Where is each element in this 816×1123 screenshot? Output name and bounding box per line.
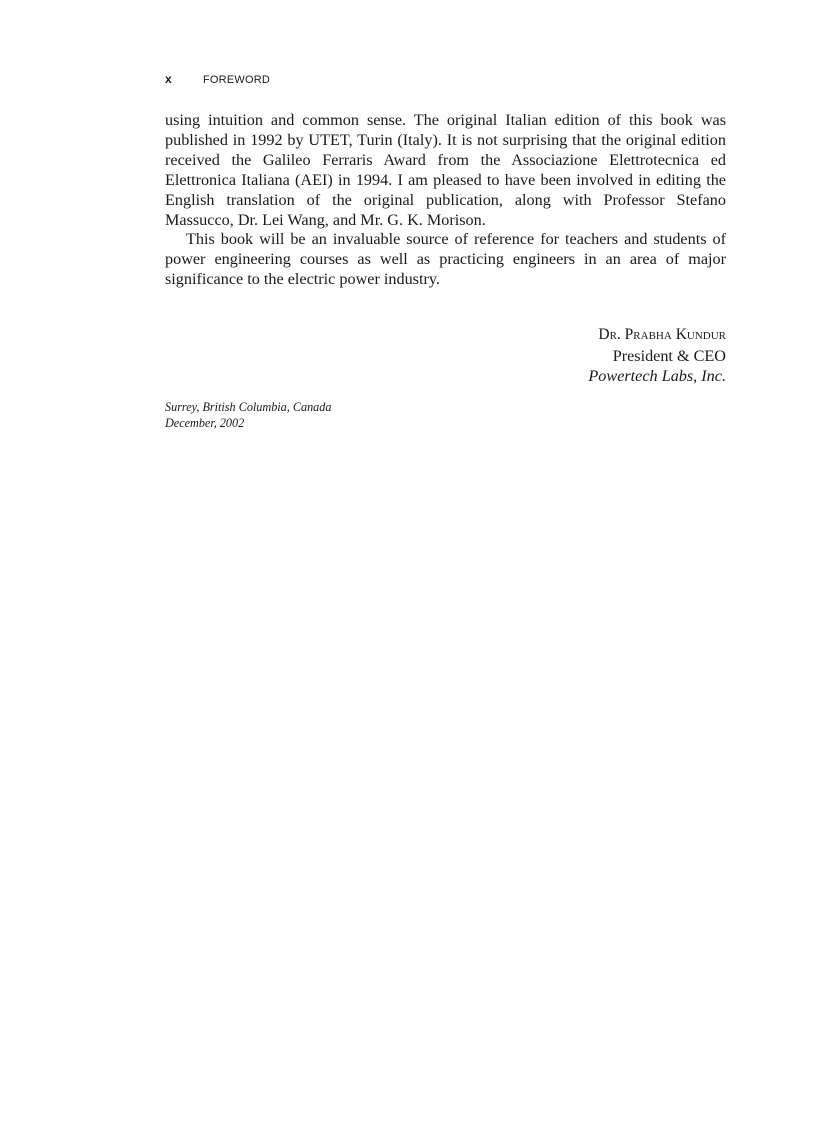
foreword-body (165, 111, 726, 290)
paragraph: This book will be an invaluable source of reference for teachers and students of power engineering courses as well as practicing engineers in an area of major significance to the electric power industry. (165, 230, 726, 289)
place-date-block (165, 400, 331, 432)
signatory-name: Dr. Prabha Kundur (598, 326, 726, 343)
page-number: x (165, 72, 172, 86)
section-title: FOREWORD (203, 74, 270, 86)
signatory-organization: Powertech Labs, Inc. (588, 367, 726, 385)
place-line: Surrey, British Columbia, Canada (165, 400, 332, 414)
paragraph: using intuition and common sense. The original Italian edition of this book was published in 1992 by UTET, Turin (Italy). It is not surprising that the original edition received the Galileo Ferraris Award from the Associazione Elettrotecnica ed Elettronica Italiana (AEI) in 1994. I am pleased to have been involved in editing the English translation of the original publication, along with Professor Stefano Massucco, Dr. Lei Wang, and Mr. G. K. Morison. (165, 111, 726, 229)
running-head (165, 72, 270, 86)
signature-block (588, 325, 726, 387)
signatory-title: President & CEO (612, 346, 726, 365)
date-line: December, 2002 (165, 415, 245, 430)
